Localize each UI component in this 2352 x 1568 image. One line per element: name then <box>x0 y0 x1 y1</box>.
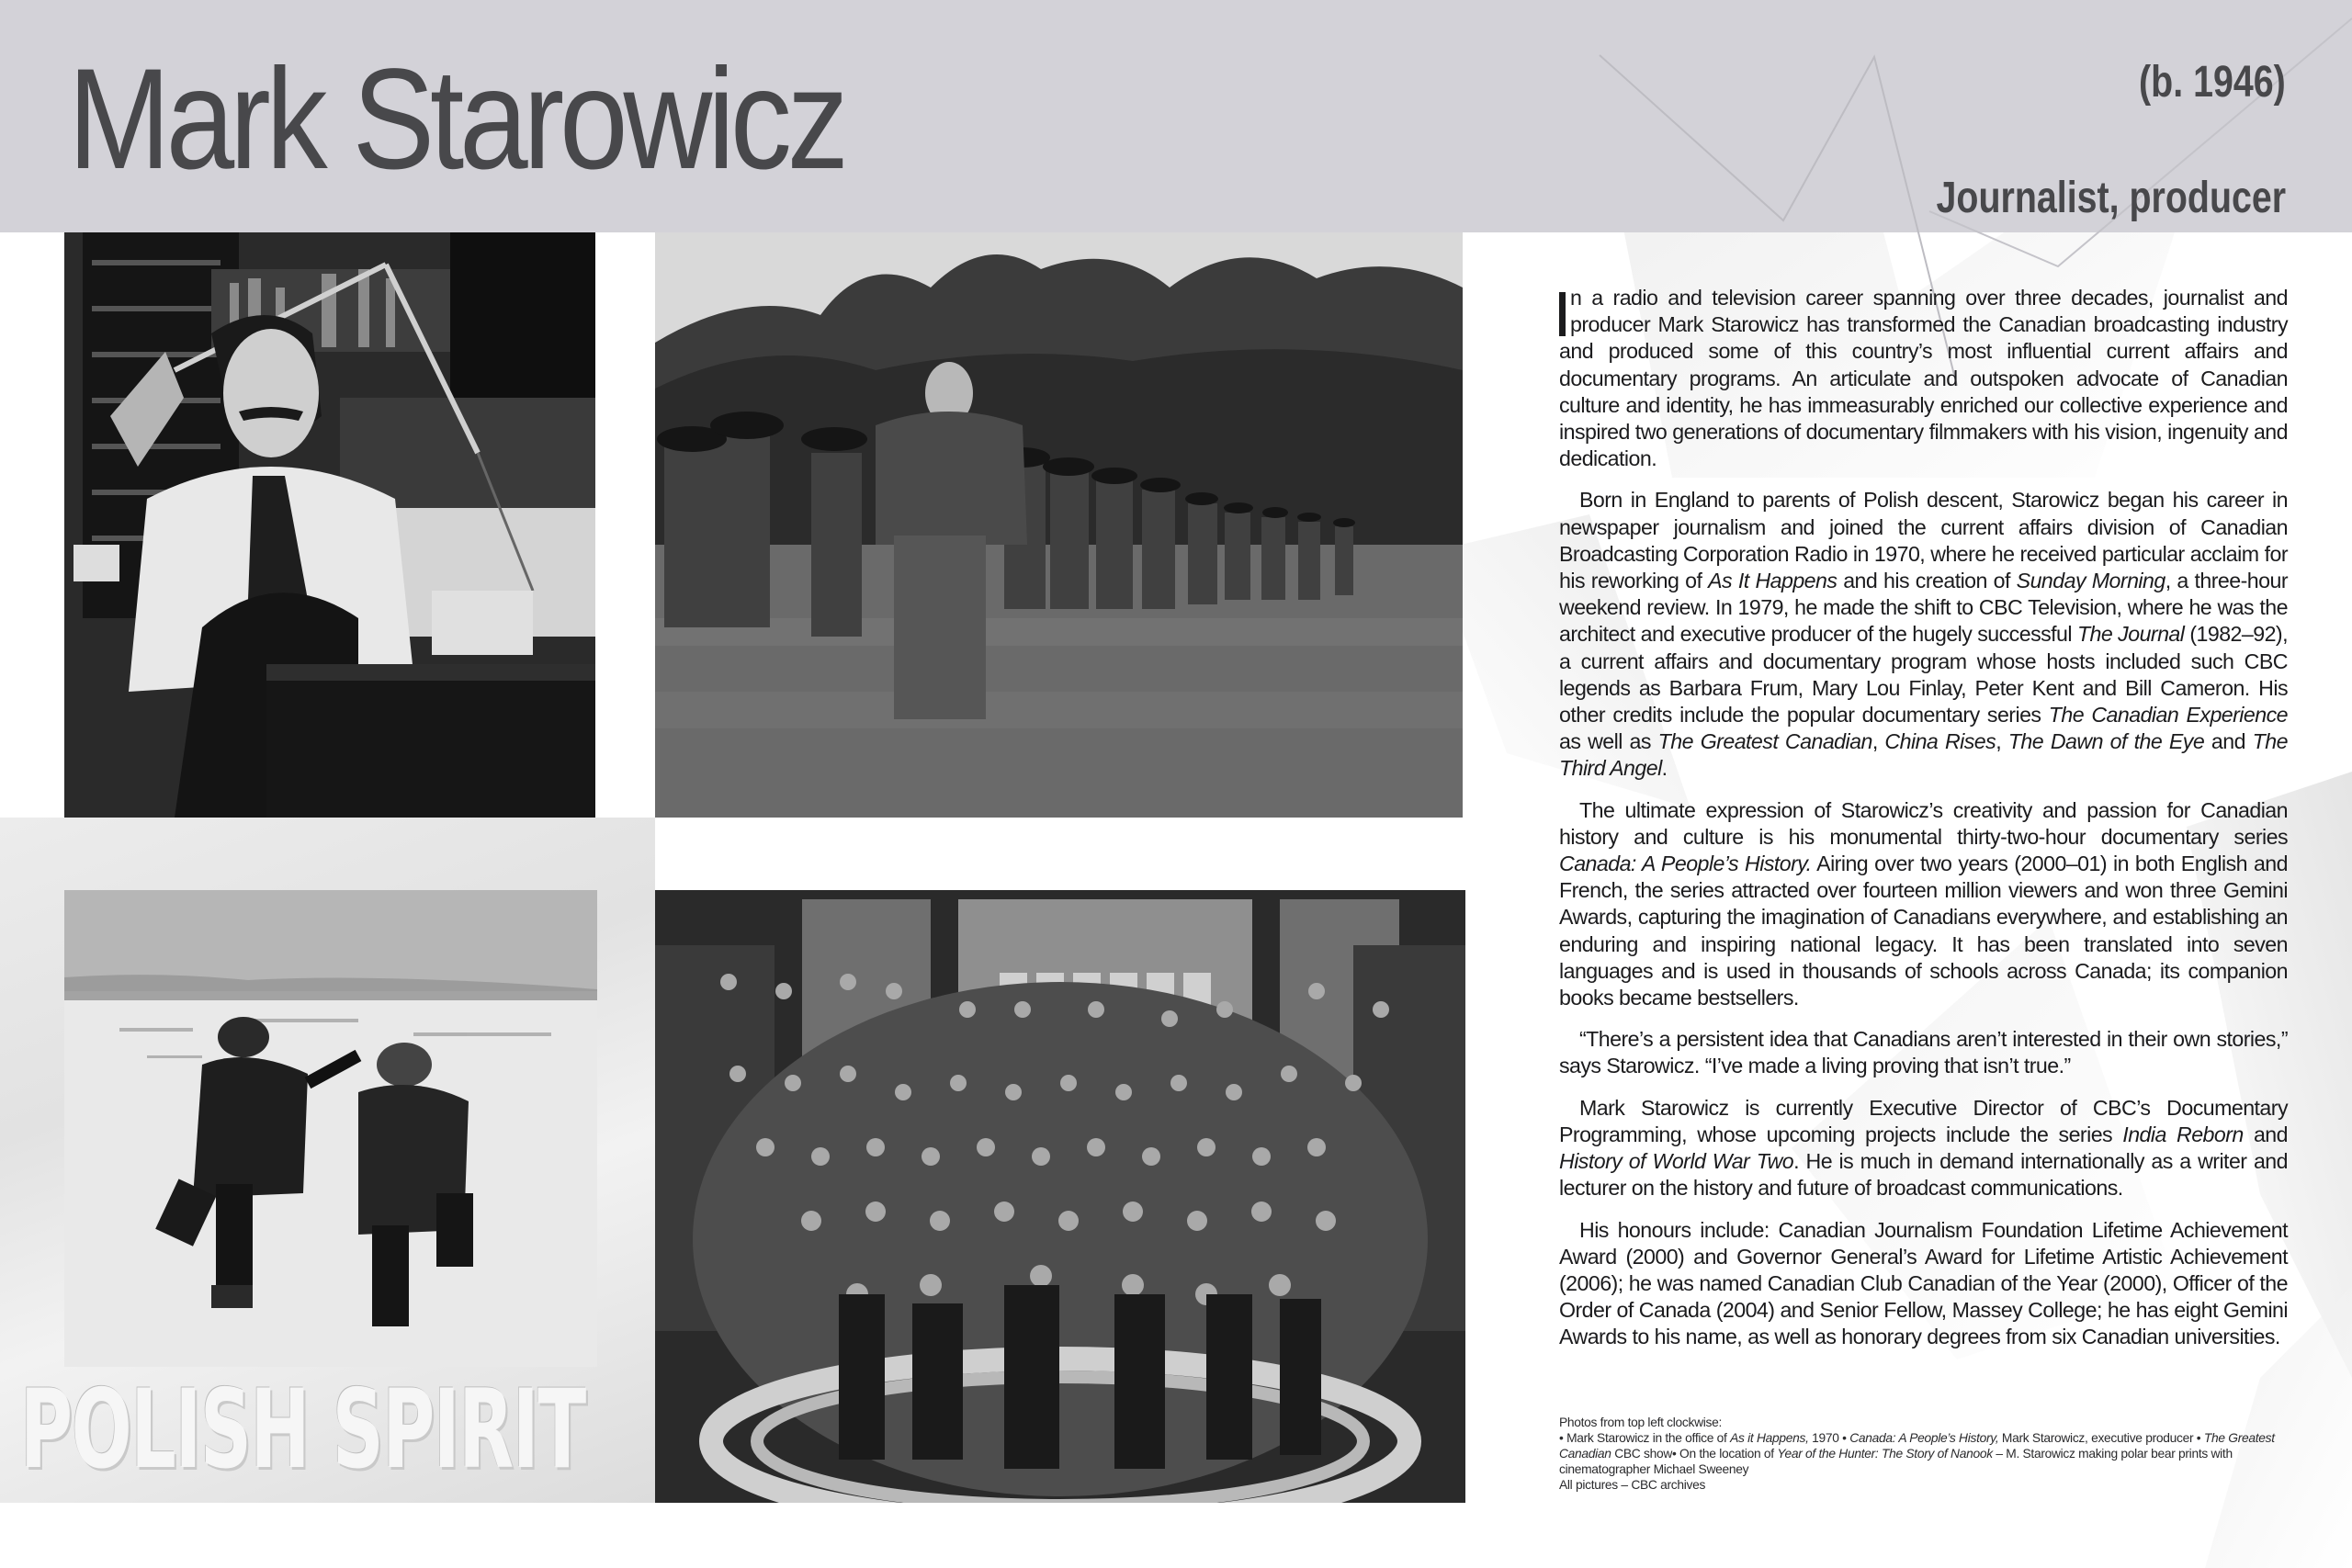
photo-year-of-the-hunter-arctic <box>64 890 597 1367</box>
caption-credit: All pictures – CBC archives <box>1559 1478 1706 1492</box>
subtitle-role: Journalist, producer <box>1936 174 2286 222</box>
biography-article <box>1559 285 2288 1366</box>
birth-year: (b. 1946) <box>2139 58 2286 107</box>
photo-greatest-canadian-group <box>655 890 1465 1503</box>
page-title: Mark Starowicz <box>68 39 844 199</box>
paragraph-current-role: Mark Starowicz is currently Executive Director of CBC’s Documentary Programming, whose upcoming projects include the series India Reborn and History of World War Two. He is much in demand internationally as a writer and lecturer on the history and future of broadcast communications. <box>1559 1095 2288 1201</box>
paragraph-quote: “There’s a persistent idea that Canadians aren’t interested in their own stories,” says Starowicz. “I’ve made a living proving that isn’t true.” <box>1559 1027 2288 1078</box>
photo-office-1970 <box>64 232 595 818</box>
photo-caption <box>1559 1415 2294 1493</box>
caption-heading: Photos from top left clockwise: <box>1559 1416 1723 1429</box>
paragraph-peoples-history: The ultimate expression of Starowicz’s creativity and passion for Canadian history and culture is his monumental thirty-two-hour documentary series Canada: A People’s History. Airing over two years (2000–01) in both English and French, the series attracted over fourteen million viewers and won three Gemini Awards, capturing the imagination of Canadians everywhere, and establishing an enduring and inspiring national legacy. It has been translated into seven languages and is used in thousands of schools across Canada; its companion books became bestsellers. <box>1559 797 2288 1010</box>
paragraph-honours: His honours include: Canadian Journalism Foundation Lifetime Achievement Award (2000) and Governor General’s Award for Lifetime Artistic Achievement (2006); he was named Canadian Club Canadian of the Year (2000), Officer of the Order of Canada (2004) and Senior Fellow, Massey College; he has eight Gemini Awards to his name, as well as honorary degrees from six Canadian universities. <box>1559 1217 2288 1349</box>
polish-spirit-overlay-text: POLISH SPIRIT <box>20 1367 585 1494</box>
paragraph-intro: n a radio and television career spanning over three decades, journalist and producer Mark Starowicz has transformed the Canadian broadcasting industry and produced some of this country’s most influential current affairs and documentary programs. An articulate and outspoken advocate of Canadian culture and identity, he has immeasurably enriched our collective experience and inspired two generations of documentary filmmakers with his vision, ingenuity and dedication. <box>1559 286 2288 471</box>
dropcap-i <box>1559 292 1566 336</box>
photo-canada-peoples-history <box>655 232 1463 818</box>
paragraph-career: Born in England to parents of Polish descent, Starowicz began his career in newspaper journalism and joined the current affairs division of Canadian Broadcasting Corporation Radio in 1970, where he received particular acclaim for his reworking of As It Happens and his creation of Sunday Morning, a three-hour weekend review. In 1979, he made the shift to CBC Television, where he was the architect and executive producer of the hugely successful The Journal (1982–92), a current affairs and documentary program whose hosts included such CBC legends as Barbara Frum, Mary Lou Finlay, Peter Kent and Bill Cameron. His other credits include the popular documentary series The Canadian Experience as well as The Greatest Canadian, China Rises, The Dawn of the Eye and The Third Angel. <box>1559 488 2288 781</box>
caption-line: • Mark Starowicz in the office of As it Happens, 1970 • Canada: A People’s History, Mark Starowicz, executive producer • The Greatest Canadian CBC show• On the location of Year of the Hunter: The Story of Nanook – M. Starowicz making polar bear prints with cinematographer Michael Sweeney <box>1559 1431 2275 1476</box>
